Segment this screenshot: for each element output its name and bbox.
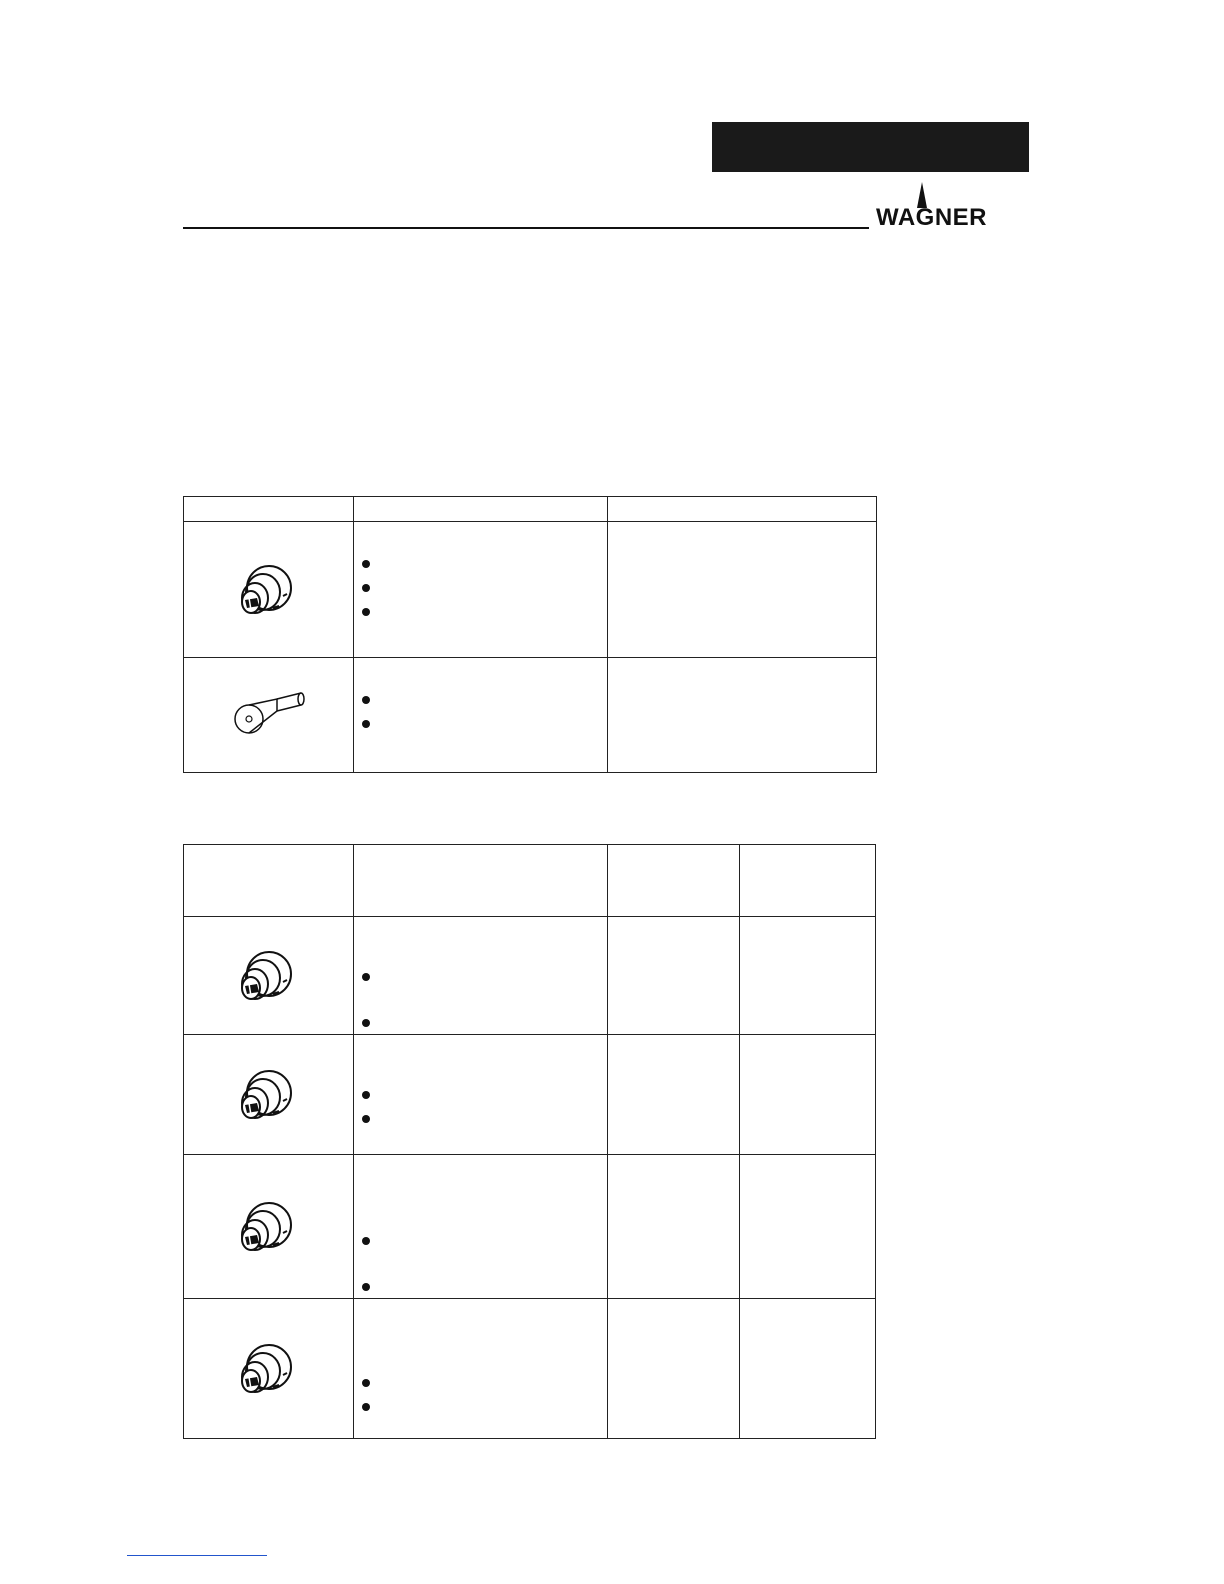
header-cell <box>354 845 608 917</box>
value-cell <box>608 917 740 1035</box>
list-item <box>362 692 378 716</box>
bullet-list <box>362 1087 378 1135</box>
bullet-list <box>362 1233 378 1303</box>
table-header-row <box>184 845 876 917</box>
nozzle-pin-icon <box>227 689 311 741</box>
list-item <box>362 1399 378 1423</box>
header-cell <box>354 497 608 522</box>
bullet-list <box>362 969 378 1039</box>
image-cell <box>184 522 354 658</box>
list-item <box>362 716 378 740</box>
product-table-1 <box>183 496 877 773</box>
spray-tip-icon <box>229 1337 309 1401</box>
list-item <box>362 1375 378 1399</box>
table-row <box>184 1035 876 1155</box>
image-cell <box>184 658 354 773</box>
header-cell <box>184 497 354 522</box>
list-item <box>362 556 378 580</box>
features-cell <box>354 658 608 773</box>
features-cell <box>354 522 608 658</box>
table-row <box>184 658 877 773</box>
features-cell <box>354 1155 608 1299</box>
description-cell <box>608 522 877 658</box>
spray-tip-icon <box>229 944 309 1008</box>
table-row <box>184 1299 876 1439</box>
table-row <box>184 522 877 658</box>
logo-text: WAGNER <box>876 204 987 231</box>
table-row <box>184 917 876 1035</box>
value-cell <box>608 1299 740 1439</box>
features-cell <box>354 1299 608 1439</box>
description-cell <box>608 658 877 773</box>
value-cell <box>740 1155 876 1299</box>
value-cell <box>740 917 876 1035</box>
list-item <box>362 1087 378 1111</box>
header-black-tab <box>712 122 1029 172</box>
list-item <box>362 580 378 604</box>
list-item <box>362 969 378 1015</box>
header-cell <box>608 845 740 917</box>
header-cell <box>740 845 876 917</box>
value-cell <box>608 1035 740 1155</box>
list-item <box>362 604 378 628</box>
product-table-2 <box>183 844 876 1439</box>
spray-tip-icon <box>229 1063 309 1127</box>
bullet-list <box>362 692 378 740</box>
list-item <box>362 1111 378 1135</box>
spray-tip-icon <box>229 558 309 622</box>
bullet-list <box>362 556 378 628</box>
footer-link-underline[interactable] <box>127 1555 267 1556</box>
value-cell <box>740 1035 876 1155</box>
image-cell <box>184 917 354 1035</box>
header-cell <box>608 497 877 522</box>
features-cell <box>354 917 608 1035</box>
spray-tip-icon <box>229 1195 309 1259</box>
table-row <box>184 1155 876 1299</box>
image-cell <box>184 1035 354 1155</box>
list-item <box>362 1233 378 1279</box>
features-cell <box>354 1035 608 1155</box>
header-rule <box>183 227 869 229</box>
bullet-list <box>362 1375 378 1423</box>
image-cell <box>184 1155 354 1299</box>
value-cell <box>740 1299 876 1439</box>
image-cell <box>184 1299 354 1439</box>
value-cell <box>608 1155 740 1299</box>
table-header-row <box>184 497 877 522</box>
header-cell <box>184 845 354 917</box>
wagner-logo <box>876 182 1030 232</box>
